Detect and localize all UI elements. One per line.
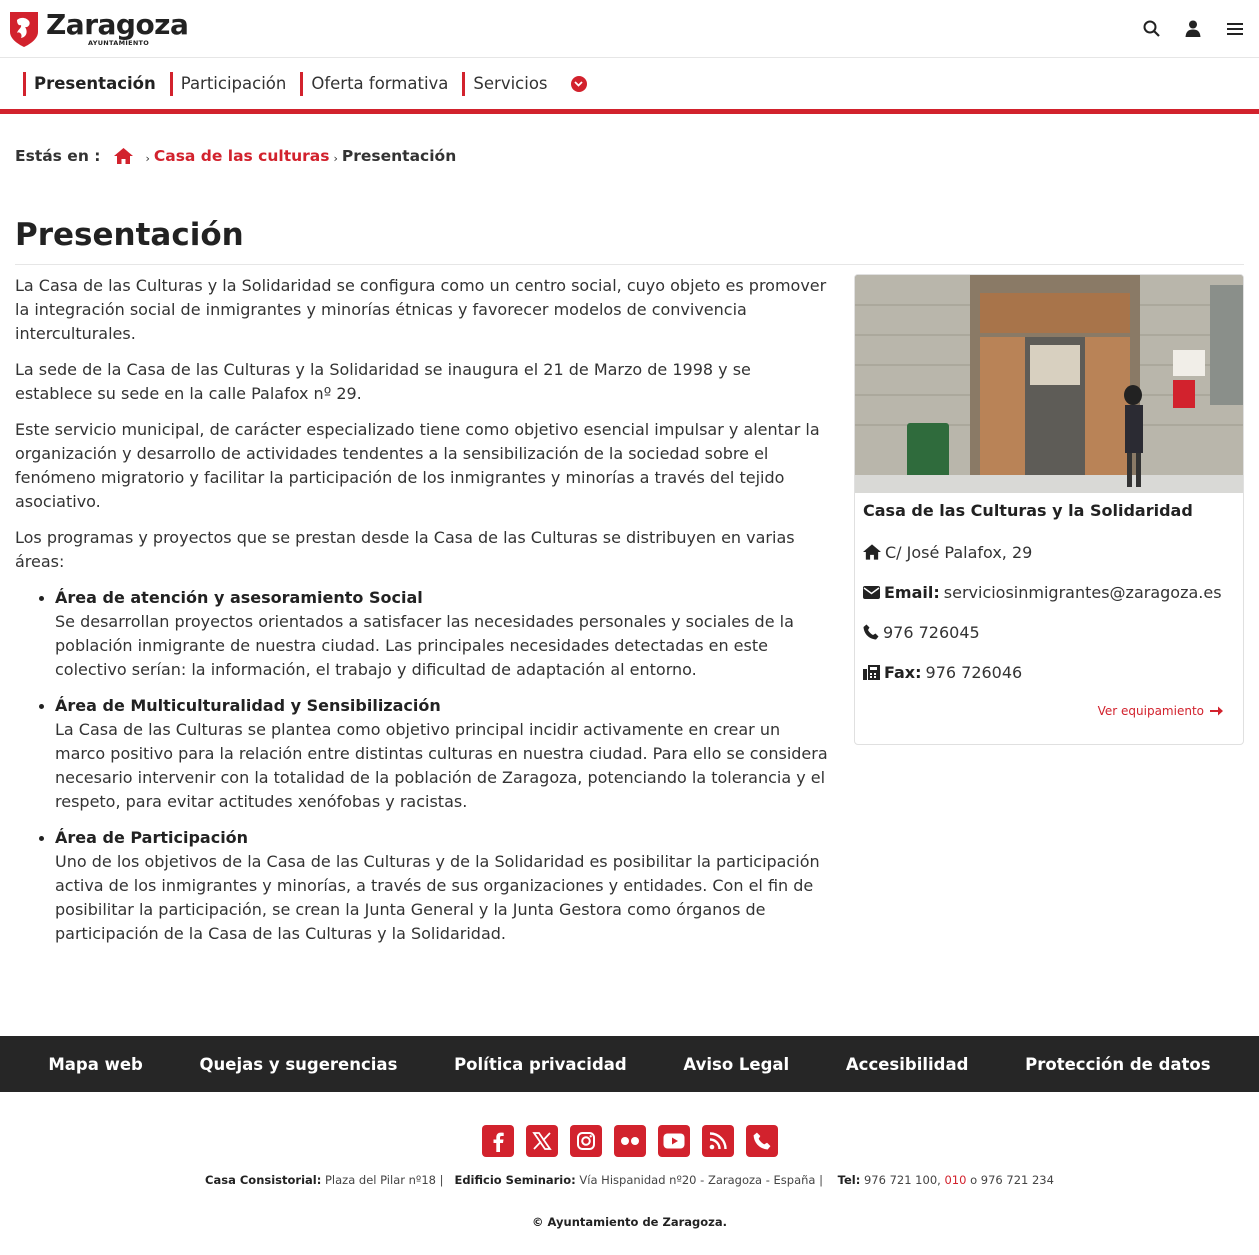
breadcrumb-separator: › — [333, 151, 338, 165]
logo-subtitle: AYUNTAMIENTO — [88, 38, 150, 47]
footer-link-aviso-legal[interactable]: Aviso Legal — [683, 1054, 790, 1074]
list-item — [35, 586, 830, 682]
phone-icon — [863, 624, 879, 640]
envelope-icon — [863, 586, 880, 599]
fax-icon — [863, 665, 880, 680]
email-value[interactable]: serviciosinmigrantes@zaragoza.es — [943, 582, 1222, 602]
email-label: Email: — [884, 582, 940, 602]
facility-email — [863, 572, 1235, 612]
footer-link-proteccion-datos[interactable]: Protección de datos — [1025, 1054, 1211, 1074]
facility-address — [863, 532, 1235, 572]
addr2-label: Edificio Seminario: — [454, 1173, 576, 1187]
addr2-value: Vía Hispanidad nº20 - Zaragoza - España | — [579, 1173, 824, 1187]
ver-equipamiento-label: Ver equipamiento — [1097, 704, 1204, 718]
coat-of-arms-icon — [8, 10, 40, 48]
areas-list — [35, 586, 830, 946]
footer-link-privacidad[interactable]: Política privacidad — [454, 1054, 627, 1074]
section-nav — [0, 58, 1259, 114]
tel-value-short[interactable]: 010 — [944, 1173, 967, 1187]
area-title: Área de Participación — [55, 828, 249, 847]
ver-equipamiento-link[interactable] — [1098, 704, 1223, 718]
intro-paragraph: La Casa de las Culturas y la Solidaridad se configura como un centro social, cuyo objeto es promover la integración social de inmigrantes y minorías étnicas y favorecer modelos de convivencia interculturales. — [15, 276, 827, 343]
addr1-label: Casa Consistorial: — [205, 1173, 322, 1187]
nav-item-oferta-formativa[interactable]: Oferta formativa — [300, 72, 448, 96]
x-icon[interactable] — [526, 1125, 558, 1157]
area-title: Área de atención y asesoramiento Social — [55, 588, 423, 607]
intro-paragraph: Los programas y proyectos que se prestan desde la Casa de las Culturas se distribuyen en varias áreas: — [15, 528, 795, 571]
tel-value-1[interactable]: 976 721 100, — [863, 1173, 941, 1187]
site-logo[interactable] — [8, 7, 189, 48]
nav-item-servicios[interactable]: Servicios — [462, 72, 547, 96]
footer-link-mapa-web[interactable]: Mapa web — [48, 1054, 143, 1074]
youtube-icon[interactable] — [658, 1125, 690, 1157]
area-text: La Casa de las Culturas se plantea como objetivo principal incidir activamente en crear un marco positivo para la relación entre distintas culturas en nuestra ciudad. Para ello se considera necesario intervenir con la totalidad de la población de Zaragoza, potenciando la tolerancia y el respeto, para evitar actitudes xenófobas y racistas. — [55, 720, 828, 811]
fax-label: Fax: — [884, 662, 922, 682]
facility-phone — [863, 612, 1235, 652]
page-title: Presentación — [15, 217, 1244, 265]
area-text: Se desarrollan proyectos orientados a satisfacer las necesidades personales y sociales de la población inmigrante de nuestra ciudad. Las principales necesidades detectadas en este colectivo serían: la información, el trabajo y dificultad de adaptación al entorno. — [55, 612, 794, 679]
facebook-icon[interactable] — [482, 1125, 514, 1157]
home-icon — [863, 544, 881, 560]
main-content — [15, 274, 830, 958]
tel-or: o — [970, 1173, 978, 1187]
phone-value[interactable]: 976 726045 — [883, 622, 980, 642]
intro-paragraph: La sede de la Casa de las Culturas y la Solidaridad se inaugura el 21 de Marzo de 1998 y se establece su sede en la calle Palafox nº 29. — [15, 360, 751, 403]
phone-icon[interactable] — [746, 1125, 778, 1157]
address-text: C/ José Palafox, 29 — [885, 542, 1033, 562]
copyright: © Ayuntamiento de Zaragoza. — [532, 1215, 727, 1229]
chevron-down-icon[interactable] — [571, 76, 587, 92]
home-icon[interactable] — [114, 148, 133, 164]
list-item — [35, 694, 830, 814]
area-text: Uno de los objetivos de la Casa de las Culturas y de la Solidaridad es posibilitar la participación activa de los inmigrantes y minorías, a través de sus organizaciones y entidades. Con el fin de posibilitar la participación, se crean la Junta General y la Junta Gestora como órganos de participación de la Casa de las Culturas y la Solidaridad. — [55, 852, 820, 943]
tel-label: Tel: — [837, 1173, 861, 1187]
fax-value: 976 726046 — [925, 662, 1023, 682]
breadcrumb — [15, 147, 1259, 165]
addr1-value: Plaza del Pilar nº18 | — [324, 1173, 444, 1187]
breadcrumb-separator: › — [145, 151, 150, 165]
user-icon[interactable] — [1183, 19, 1203, 39]
tel-value-2[interactable]: 976 721 234 — [980, 1173, 1054, 1187]
menu-icon[interactable] — [1225, 19, 1245, 39]
facility-photo — [855, 275, 1243, 493]
flickr-icon[interactable] — [614, 1125, 646, 1157]
social-links — [0, 1125, 1259, 1157]
nav-item-participacion[interactable]: Participación — [170, 72, 287, 96]
facility-title: Casa de las Culturas y la Solidaridad — [863, 501, 1193, 520]
area-title: Área de Multiculturalidad y Sensibilización — [55, 696, 441, 715]
breadcrumb-current: Presentación — [341, 147, 457, 165]
nav-item-presentacion[interactable]: Presentación — [23, 72, 156, 96]
rss-icon[interactable] — [702, 1125, 734, 1157]
logo-name: Zaragoza — [46, 7, 189, 41]
instagram-icon[interactable] — [570, 1125, 602, 1157]
breadcrumb-label: Estás en : — [15, 147, 101, 165]
list-item — [35, 826, 830, 946]
search-icon[interactable] — [1141, 19, 1161, 39]
intro-paragraph: Este servicio municipal, de carácter especializado tiene como objetivo esencial impulsar y alentar la organización y desarrollo de actividades tendentes a la sensibilización de la sociedad sobre el fenómeno migratorio y facilitar la participación de los inmigrantes y minorías a través del tejido asociativo. — [15, 420, 820, 511]
breadcrumb-link-casa-culturas[interactable]: Casa de las culturas — [153, 147, 330, 165]
footer-link-accesibilidad[interactable]: Accesibilidad — [845, 1054, 969, 1074]
arrow-right-icon — [1210, 706, 1223, 716]
facility-card — [854, 274, 1244, 745]
footer-nav — [0, 1036, 1259, 1092]
facility-fax — [863, 652, 1235, 692]
footer-address — [0, 1173, 1259, 1187]
site-header — [0, 0, 1259, 58]
footer-link-quejas[interactable]: Quejas y sugerencias — [199, 1054, 398, 1074]
